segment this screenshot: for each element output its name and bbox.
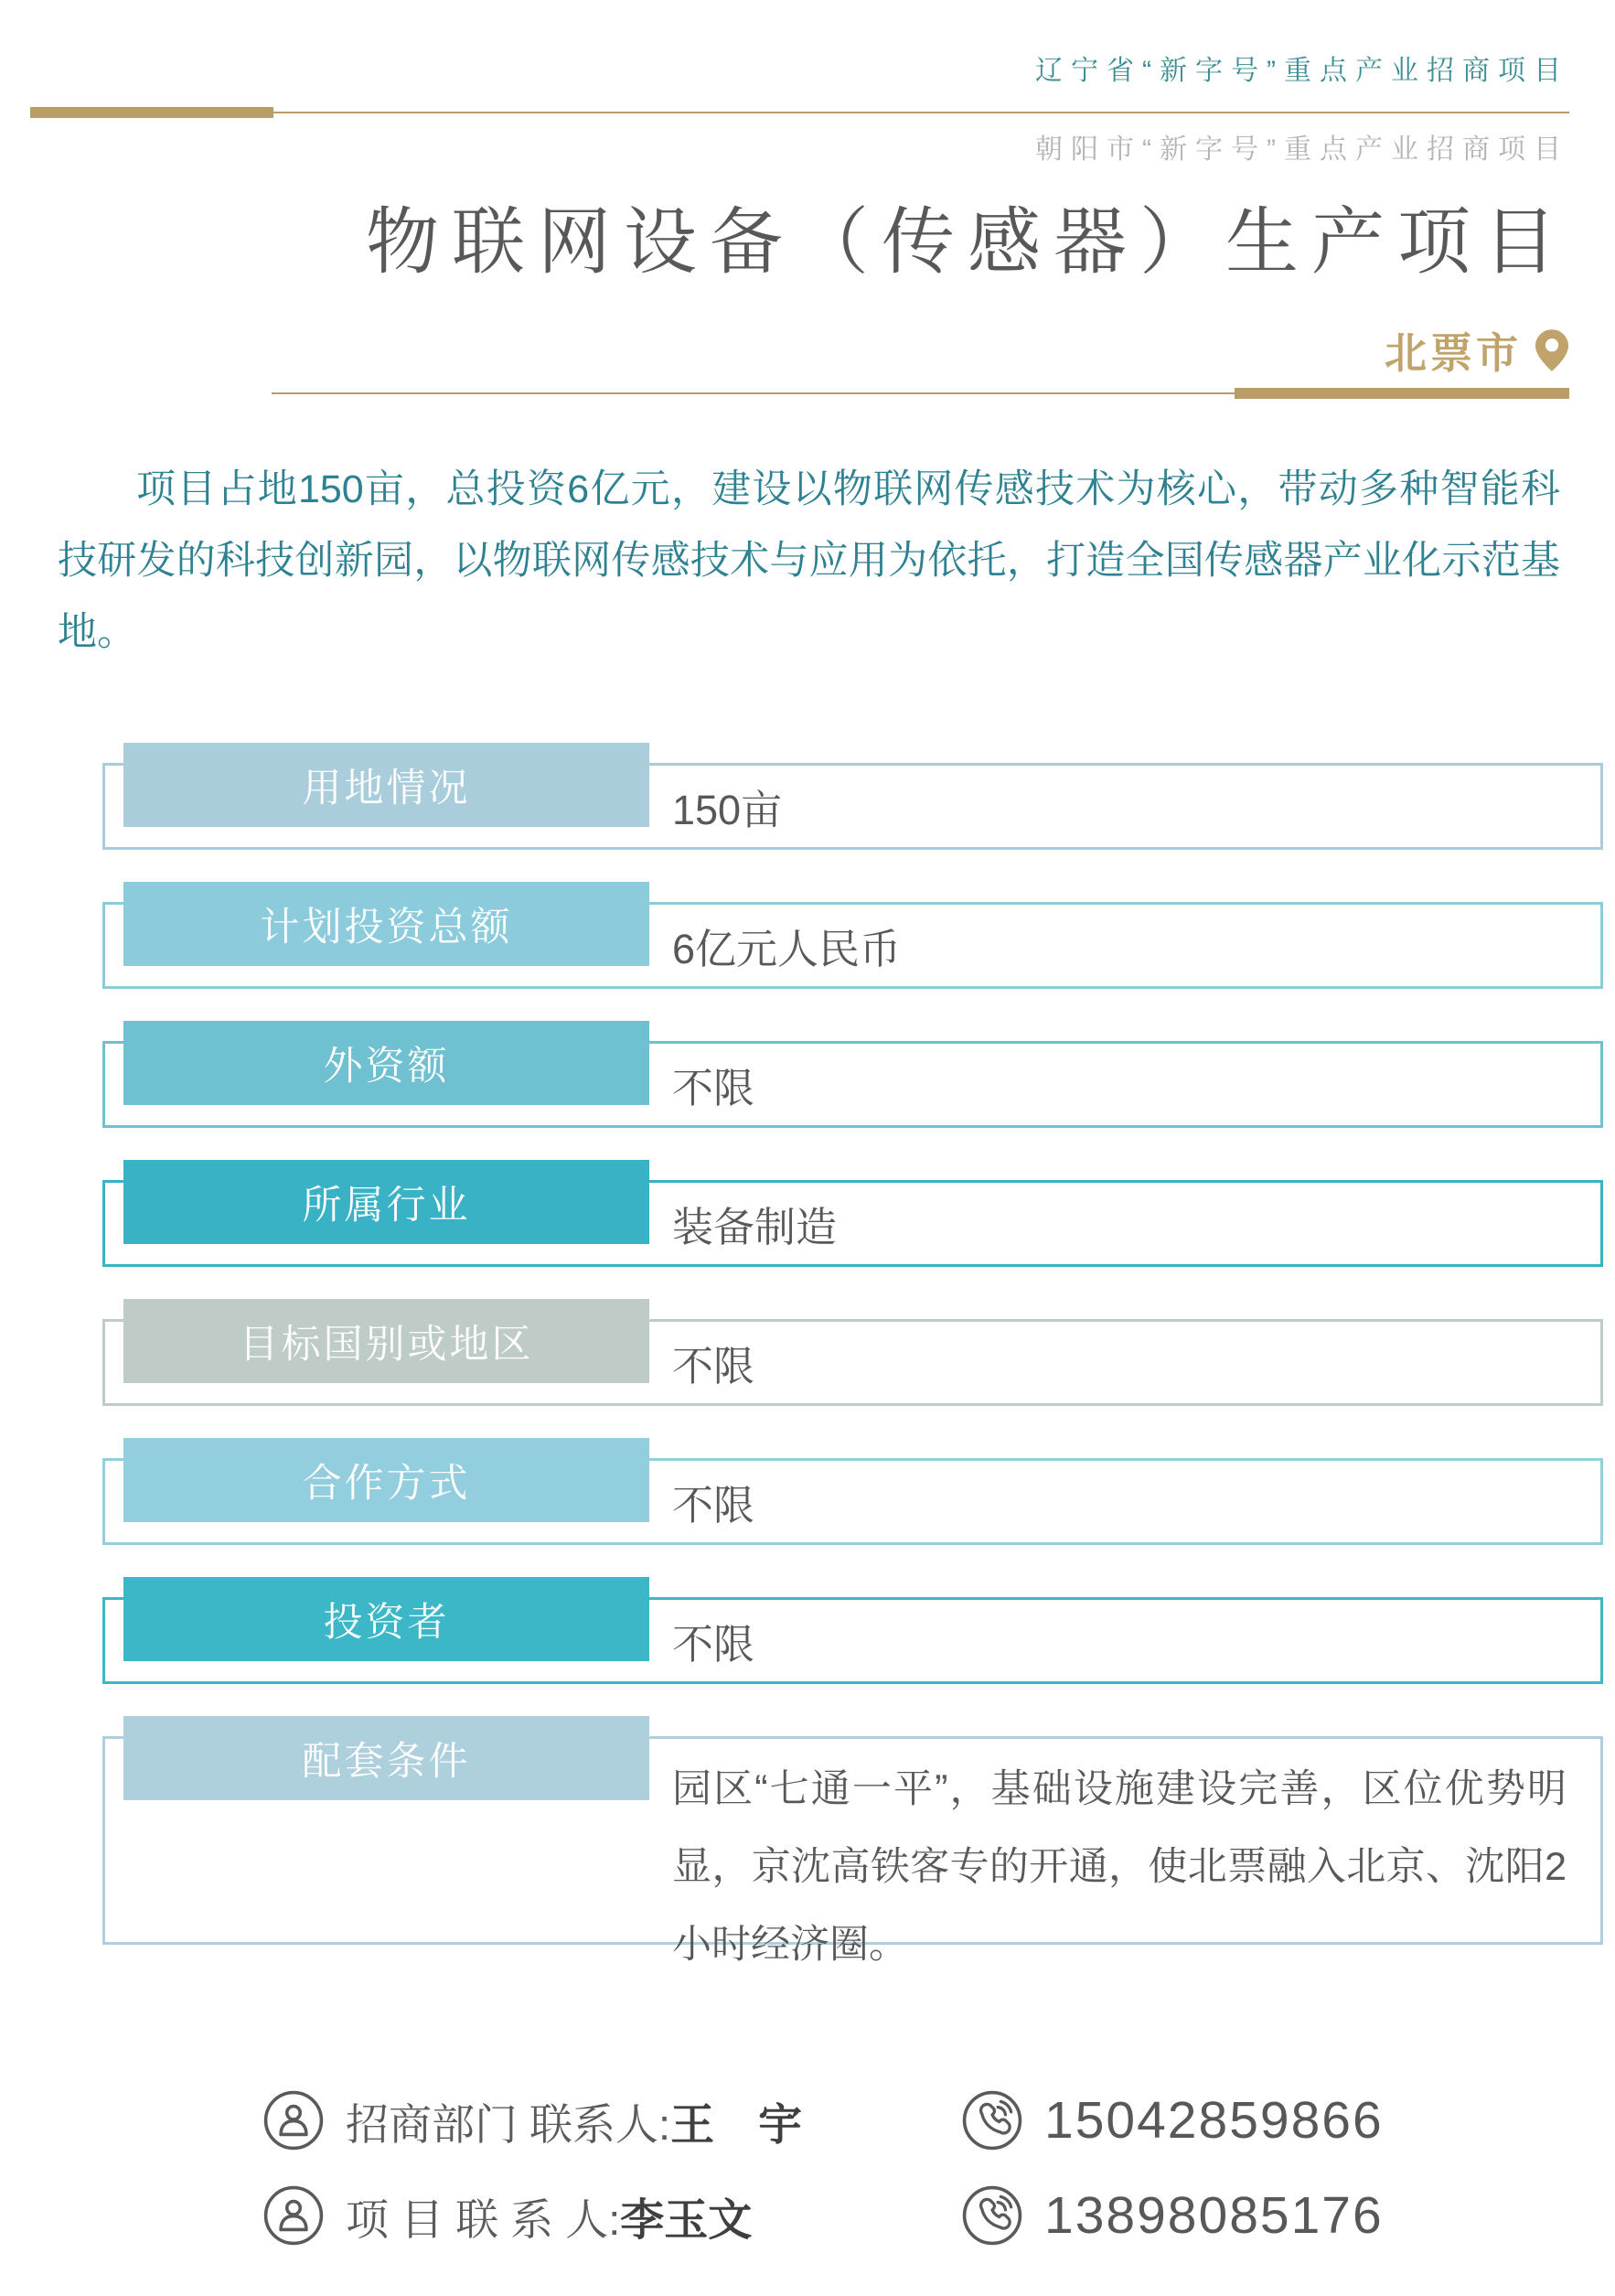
table-row-industry	[102, 1160, 1603, 1267]
row-label: 合作方式	[123, 1438, 649, 1522]
row-label: 计划投资总额	[123, 882, 649, 966]
row-value: 不限	[672, 1482, 755, 1529]
contact-label: 招商部门 联系人:	[346, 2099, 671, 2149]
phone-icon	[962, 2090, 1022, 2151]
row-label: 所属行业	[123, 1160, 649, 1244]
contact-name: 王 宇	[670, 2100, 803, 2150]
person-icon	[263, 2090, 324, 2151]
person-icon	[263, 2185, 324, 2246]
contact-phone-number: 13898085176	[1044, 2186, 1384, 2245]
title-divider-rule	[272, 392, 1569, 394]
location-row	[1385, 320, 1569, 381]
row-value: 150亩	[672, 787, 783, 833]
city-project-header: 朝阳市“新字号”重点产业招商项目	[1035, 134, 1569, 165]
table-row-investor	[102, 1577, 1603, 1684]
page-title: 物联网设备（传感器）生产项目	[366, 201, 1569, 283]
location-pin-icon	[1535, 328, 1569, 372]
table-row-land	[102, 743, 1603, 850]
row-label: 投资者	[123, 1577, 649, 1661]
row-value: 6亿元人民币	[672, 926, 902, 972]
row-value: 不限	[672, 1343, 755, 1389]
row-label: 外资额	[123, 1021, 649, 1105]
province-project-header: 辽宁省“新字号”重点产业招商项目	[1035, 56, 1569, 86]
contact-name: 李玉文	[620, 2195, 753, 2245]
contact-row-project	[263, 2183, 1384, 2248]
table-row-cooperation	[102, 1438, 1603, 1545]
location-name: 北票市	[1385, 330, 1522, 377]
contact-row-recruitment	[263, 2087, 1384, 2153]
table-row-supporting-conditions	[102, 1716, 1603, 1967]
row-value: 不限	[672, 1065, 755, 1111]
row-value: 园区“七通一平”，基础设施建设完善，区位优势明显，京沈高铁客专的开通，使北票融入北京、沈阳2小时经济圈。	[672, 1767, 1567, 1967]
header-gold-rule	[30, 112, 1569, 113]
project-summary: 项目占地150亩，总投资6亿元，建设以物联网传感技术为核心，带动多种智能科技研发的科技创新园，以物联网传感技术与应用为依托，打造全国传感器产业化示范基地。	[58, 467, 1560, 654]
table-row-target-region	[102, 1299, 1603, 1406]
contact-label-and-name	[346, 2184, 940, 2248]
table-row-investment	[102, 882, 1603, 989]
contact-section	[263, 2087, 1384, 2278]
phone-icon	[962, 2185, 1022, 2246]
project-info-table	[102, 743, 1603, 1977]
contact-phone-number: 15042859866	[1044, 2091, 1384, 2150]
row-label: 配套条件	[123, 1716, 649, 1800]
row-value: 装备制造	[672, 1204, 838, 1250]
contact-label-and-name	[346, 2089, 940, 2152]
table-row-foreign-capital	[102, 1021, 1603, 1128]
contact-label: 项 目 联 系 人:	[346, 2194, 621, 2244]
row-label: 目标国别或地区	[123, 1299, 649, 1383]
row-label: 用地情况	[123, 743, 649, 827]
row-value: 不限	[672, 1621, 755, 1668]
